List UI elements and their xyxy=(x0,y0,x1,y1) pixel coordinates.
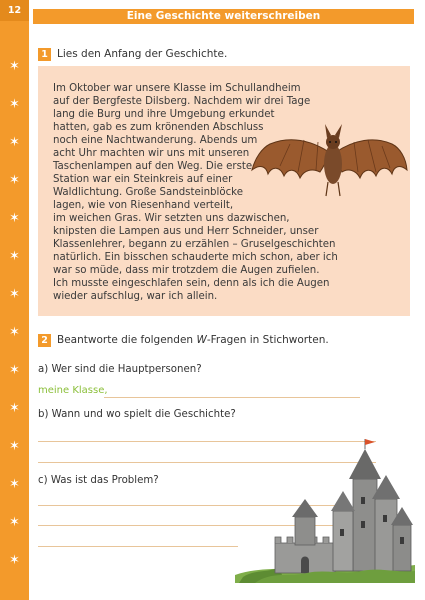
story-line: im weichen Gras. Wir setzten uns dazwischen, xyxy=(53,213,290,224)
star-icon: ✶ xyxy=(9,173,20,188)
answer-a-text[interactable]: meine Klasse, xyxy=(38,385,108,396)
star-icon: ✶ xyxy=(9,135,20,150)
answer-line-a[interactable] xyxy=(104,397,360,398)
story-line: lang die Burg und ihre Umgebung erkundet xyxy=(53,109,275,120)
star-icon: ✶ xyxy=(9,515,20,530)
star-icon: ✶ xyxy=(9,363,20,378)
star-icon: ✶ xyxy=(9,325,20,340)
bat-illustration xyxy=(250,122,408,202)
star-icon: ✶ xyxy=(9,59,20,74)
page-number: 12 xyxy=(0,0,29,21)
task-2-instruction-text: -Fragen in Stichworten. xyxy=(206,334,329,346)
story-line: Klassenlehrer, begann zu erzählen – Gruselgeschichten xyxy=(53,239,336,250)
task-1-number: 1 xyxy=(38,48,51,61)
star-icon: ✶ xyxy=(9,477,20,492)
task-2-instruction-emphasis: W xyxy=(196,334,207,346)
story-line: auf der Bergfeste Dilsberg. Nachdem wir drei Tage xyxy=(53,96,311,107)
question-a: a) Wer sind die Hauptpersonen? xyxy=(38,364,202,375)
page-title: Eine Geschichte weiterschreiben xyxy=(126,10,321,22)
story-line: noch eine Nachtwanderung. Abends um xyxy=(53,135,258,146)
story-line: lagen, wie von Riesenhand verteilt, xyxy=(53,200,234,211)
star-icon: ✶ xyxy=(9,553,20,568)
story-line: Taschenlampen auf den Weg. Die erste xyxy=(53,161,253,172)
task-1-instruction: Lies den Anfang der Geschichte. xyxy=(57,48,228,60)
story-line: hatten, gab es zum krönenden Abschluss xyxy=(53,122,264,133)
question-c: c) Was ist das Problem? xyxy=(38,475,159,486)
task-2-number: 2 xyxy=(38,334,51,347)
story-line: Ich musste eingeschlafen sein, denn als ich die Augen xyxy=(53,278,330,289)
story-line: war so müde, dass mir trotzdem die Augen zufielen. xyxy=(53,265,320,276)
star-icon: ✶ xyxy=(9,97,20,112)
star-icon: ✶ xyxy=(9,211,20,226)
task-2-instruction-text: Beantworte die folgenden xyxy=(57,334,197,346)
story-line: acht Uhr machten wir uns mit unseren xyxy=(53,148,250,159)
story-line: knipsten die Lampen aus und Herr Schneider, unser xyxy=(53,226,319,237)
star-icon: ✶ xyxy=(9,287,20,302)
answer-line-c3[interactable] xyxy=(38,546,238,547)
question-b: b) Wann und wo spielt die Geschichte? xyxy=(38,409,236,420)
story-line: Im Oktober war unsere Klasse im Schullandheim xyxy=(53,83,301,94)
story-line: natürlich. Ein bisschen schauderte mich schon, aber ich xyxy=(53,252,338,263)
star-icon: ✶ xyxy=(9,401,20,416)
story-line: Station war ein Steinkreis auf einer xyxy=(53,174,233,185)
star-icon: ✶ xyxy=(9,249,20,264)
star-icon: ✶ xyxy=(9,439,20,454)
story-line: Waldlichtung. Große Sandsteinblöcke xyxy=(53,187,243,198)
story-line: wieder aufschlug, war ich allein. xyxy=(53,291,218,302)
castle-illustration xyxy=(235,437,415,583)
task-2-instruction xyxy=(57,334,329,346)
header-bar xyxy=(33,9,414,24)
